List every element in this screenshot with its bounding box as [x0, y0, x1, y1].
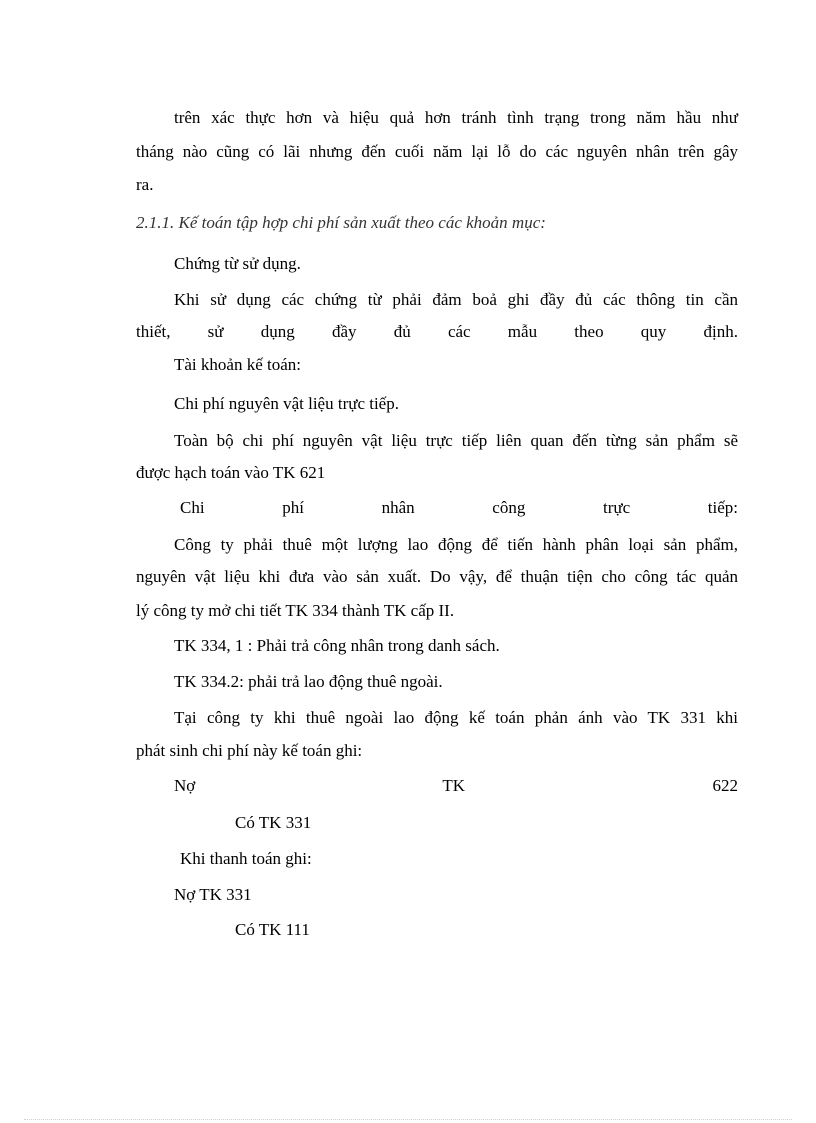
paragraph-line: Khi sử dụng các chứng từ phải đảm boả ghi đầy đủ các thông tin cần [174, 290, 738, 309]
paragraph-line: Chi phí nguyên vật liệu trực tiếp. [174, 394, 399, 413]
journal-entry-line: Nợ TK 622 [174, 776, 738, 795]
paragraph-line: tháng nào cũng có lãi nhưng đến cuối năm lại lỗ do các nguyên nhân trên gây [136, 142, 738, 161]
paragraph-line: trên xác thực hơn và hiệu quả hơn tránh tình trạng trong năm hầu như [174, 108, 738, 127]
paragraph-line: được hạch toán vào TK 621 [136, 463, 326, 482]
paragraph-line: ra. [136, 175, 154, 194]
paragraph-line: Tài khoản kế toán: [174, 355, 301, 374]
paragraph-line: Công ty phải thuê một lượng lao động để tiến hành phân loại sản phẩm, [174, 535, 738, 554]
paragraph-line: phát sinh chi phí này kế toán ghi: [136, 741, 363, 760]
journal-entry-line: Có TK 111 [235, 920, 310, 939]
paragraph-line: TK 334.2: phải trả lao động thuê ngoài. [174, 672, 443, 691]
paragraph-line: Khi thanh toán ghi: [180, 849, 312, 868]
paragraph-line: lý công ty mở chi tiết TK 334 thành TK cấp II. [136, 601, 455, 620]
section-heading: 2.1.1. Kế toán tập hợp chi phí sản xuất theo các khoản mục: [136, 213, 546, 232]
paragraph-line: Chứng từ sử dụng. [174, 254, 301, 273]
page-bottom-rule [24, 1119, 792, 1120]
paragraph-line: Toàn bộ chi phí nguyên vật liệu trực tiếp liên quan đến từng sản phẩm sẽ [174, 431, 738, 450]
journal-entry-line: Có TK 331 [235, 813, 312, 832]
paragraph-line: TK 334, 1 : Phải trả công nhân trong danh sách. [174, 636, 500, 655]
journal-entry-line: Nợ TK 331 [174, 885, 252, 904]
paragraph-line: nguyên vật liệu khi đưa vào sản xuất. Do vậy, để thuận tiện cho công tác quản [136, 567, 738, 586]
paragraph-line: thiết, sử dụng đầy đủ các mẫu theo quy định. [136, 322, 738, 341]
paragraph-line: Chi phí nhân công trực tiếp: [180, 498, 738, 517]
paragraph-line: Tại công ty khi thuê ngoài lao động kế toán phản ánh vào TK 331 khi [174, 708, 738, 727]
